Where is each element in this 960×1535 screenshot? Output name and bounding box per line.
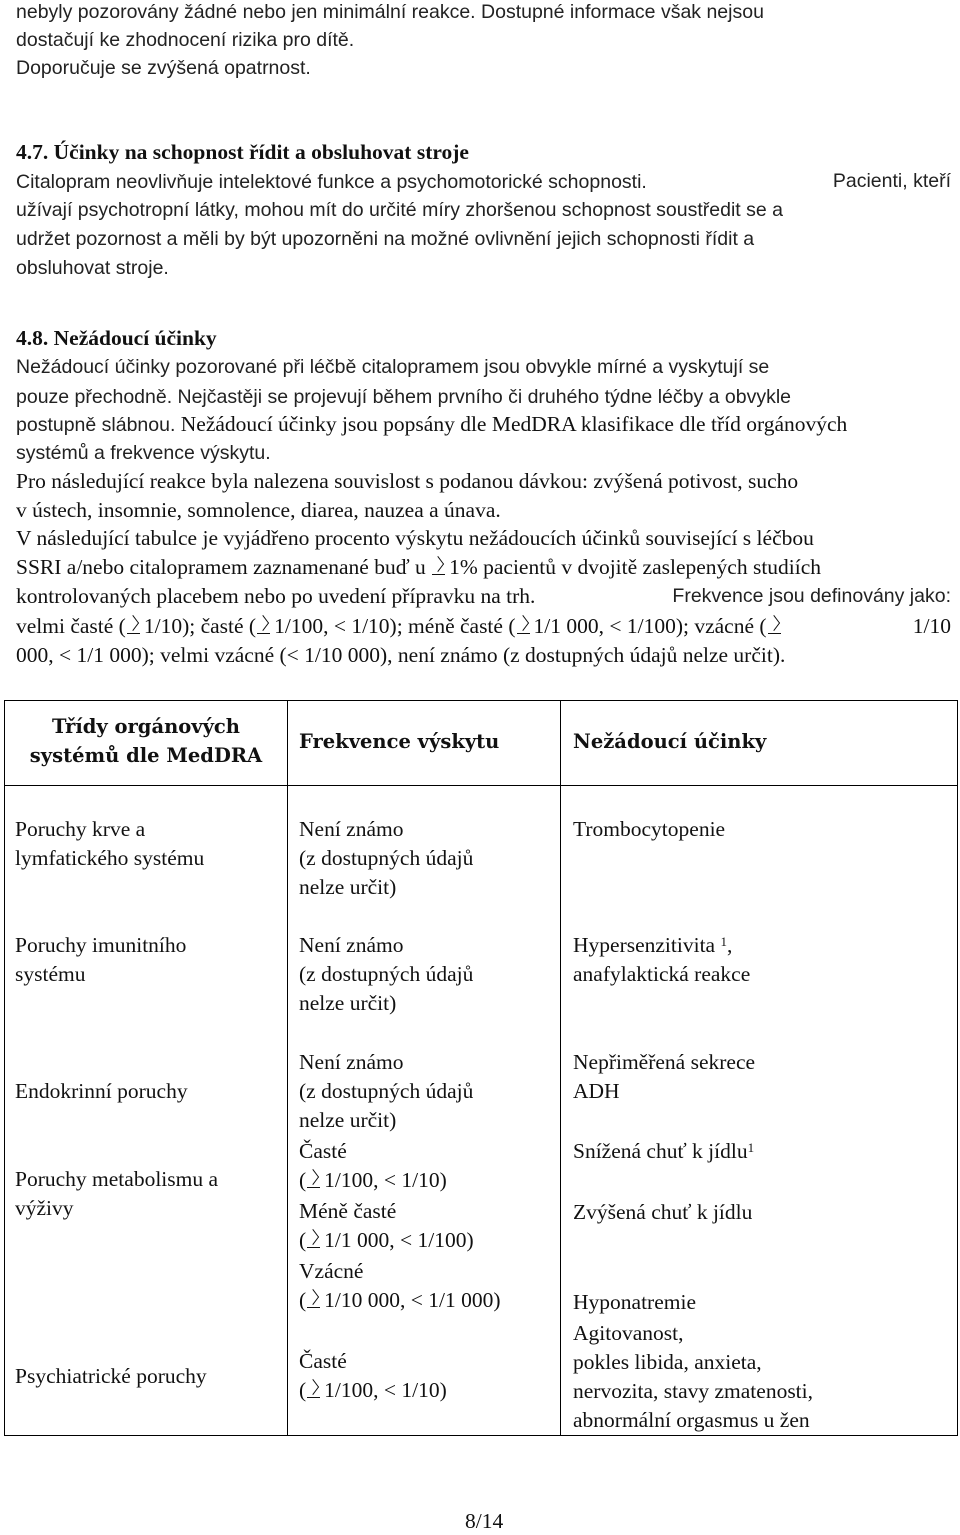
text-run: Citalopram neovlivňuje intelektové funkce a psychomotorické schopnosti.	[16, 171, 647, 193]
paragraph-line: Nežádoucí účinky pozorované při léčbě citalopramem jsou obvykle mírné a vyskytují se	[16, 356, 770, 378]
soc-line: Poruchy imunitního	[15, 933, 187, 957]
text-run: 1/10	[912, 614, 951, 638]
effect-cell	[573, 1048, 755, 1106]
paragraph-line: užívají psychotropní látky, mohou mít do určité míry zhoršenou schopnost soustředit se a	[16, 199, 784, 221]
paragraph-line: V následující tabulce je vyjádřeno procento výskytu nežádoucích účinků související s léčbou	[16, 526, 814, 550]
effect-line: Nepřiměřená sekrece	[573, 1050, 756, 1074]
text-run: 1/100, < 1/10); méně časté (	[274, 614, 516, 638]
paragraph-line	[16, 612, 951, 640]
greater-or-equal-icon	[431, 558, 447, 576]
paragraph-line	[16, 167, 951, 196]
effect-line: Agitovanost,	[573, 1321, 684, 1345]
soc-line: systému	[15, 962, 86, 986]
column-divider	[560, 701, 561, 1435]
header-line: systémů dle MedDRA	[29, 744, 263, 767]
table-row	[15, 815, 204, 873]
greater-or-equal-icon	[306, 1381, 322, 1399]
text-run: velmi časté (	[16, 614, 126, 638]
intro-line: Doporučuje se zvýšená opatrnost.	[16, 57, 311, 79]
frequency-line: Vzácné	[299, 1259, 364, 1283]
soc-line: Poruchy metabolismu a	[15, 1167, 219, 1191]
effect-cell	[573, 1319, 813, 1435]
effect-line	[573, 931, 750, 960]
table-row	[15, 1077, 188, 1106]
effect-line: ADH	[573, 1079, 620, 1103]
frequency-text: 1/1 000, < 1/100)	[324, 1228, 474, 1252]
effect-text: Snížená chuť k jídlu	[573, 1139, 748, 1163]
frequency-text: 1/100, < 1/10)	[324, 1168, 447, 1192]
text-run: kontrolovaných placebem nebo po uvedení přípravku na trh.	[16, 584, 536, 608]
frequency-line: (z dostupných údajů	[299, 962, 474, 986]
text-run: 1/10); časté (	[143, 614, 257, 638]
paragraph-line: 000, < 1/1 000); velmi vzácné (< 1/10 000), není známo (z dostupných údajů nelze určit).	[16, 643, 786, 667]
frequency-cell	[299, 1347, 447, 1405]
table-row	[15, 931, 186, 989]
table-row	[15, 1165, 218, 1223]
intro-line: nebyly pozorovány žádné nebo jen minimální reakce. Dostupné informace však nejsou	[16, 1, 764, 23]
greater-or-equal-icon	[306, 1171, 322, 1189]
soc-line: Poruchy krve a	[15, 817, 146, 841]
footnote-marker: 1	[720, 934, 727, 949]
frequency-line: (z dostupných údajů	[299, 1079, 474, 1103]
paragraph-line: systémů a frekvence výskytu.	[16, 442, 271, 464]
frequency-line: Není známo	[299, 933, 404, 957]
table-header-effects: Nežádoucí účinky	[573, 730, 767, 753]
section-heading-4-7: 4.7. Účinky na schopnost řídit a obsluhovat stroje	[16, 140, 469, 164]
soc-line: Psychiatrické poruchy	[15, 1364, 207, 1388]
frequency-line: Méně časté	[299, 1199, 397, 1223]
footnote-marker: 1	[747, 1140, 755, 1155]
table-header-frequency: Frekvence výskytu	[299, 730, 500, 753]
greater-or-equal-icon	[256, 617, 272, 635]
greater-or-equal-icon	[126, 617, 142, 635]
effect-line: Trombocytopenie	[573, 817, 726, 841]
frequency-line: ( 1/1 000, < 1/100)	[299, 1228, 474, 1252]
text-run: Pacienti, kteří	[832, 170, 951, 192]
effect-cell: Hyponatremie	[573, 1290, 696, 1314]
paragraph-line: Pro následující reakce byla nalezena souvislost s podanou dávkou: zvýšená potivost, sucho	[16, 469, 799, 493]
effect-line: abnormální orgasmus u žen	[573, 1408, 810, 1432]
section-heading-4-8: 4.8. Nežádoucí účinky	[16, 326, 217, 350]
frequency-line: nelze určit)	[299, 1108, 397, 1132]
frequency-text: 1/100, < 1/10)	[324, 1378, 447, 1402]
frequency-text: 1/10 000, < 1/1 000)	[324, 1288, 501, 1312]
effect-cell	[573, 815, 725, 844]
frequency-cell	[299, 1048, 473, 1135]
greater-or-equal-icon	[516, 617, 532, 635]
frequency-cell	[299, 931, 473, 1018]
paragraph-line	[16, 553, 821, 581]
frequency-line: ( 1/100, < 1/10)	[299, 1168, 447, 1192]
effect-line: anafylaktická reakce	[573, 962, 751, 986]
frequency-line: Není známo	[299, 817, 404, 841]
text-run: Nežádoucí účinky jsou popsány dle MedDRA klasifikace dle tříd orgánových	[180, 412, 848, 436]
effect-line: nervozita, stavy zmatenosti,	[573, 1379, 814, 1403]
effect-cell	[573, 931, 750, 989]
table-header-soc	[5, 712, 287, 770]
adverse-effects-table	[4, 700, 958, 1436]
text-run: 1% pacientů v dvojitě zaslepených studiích	[449, 555, 822, 579]
frequency-line: ( 1/100, < 1/10)	[299, 1378, 447, 1402]
effect-line: pokles libida, anxieta,	[573, 1350, 762, 1374]
frequency-line: ( 1/10 000, < 1/1 000)	[299, 1288, 501, 1312]
effect-text: Hypersenzitivita	[573, 933, 716, 957]
column-divider	[287, 701, 288, 1435]
frequency-line: Není známo	[299, 1050, 404, 1074]
text-run: Frekvence jsou definovány jako:	[672, 585, 951, 607]
text-run: postupně slábnou.	[16, 414, 176, 436]
page-number: 8/14	[465, 1509, 504, 1533]
greater-or-equal-icon	[767, 617, 783, 635]
paragraph-line: v ústech, insomnie, somnolence, diarea, nauzea a únava.	[16, 498, 501, 522]
effect-cell	[573, 1137, 754, 1166]
frequency-line: nelze určit)	[299, 875, 397, 899]
text-run: 1/1 000, < 1/100); vzácné (	[533, 614, 767, 638]
soc-line: Endokrinní poruchy	[15, 1079, 188, 1103]
effect-cell: Zvýšená chuť k jídlu	[573, 1200, 753, 1224]
frequency-cell	[299, 815, 473, 902]
frequency-line: (z dostupných údajů	[299, 846, 474, 870]
effect-text: ,	[726, 933, 733, 957]
row-divider	[5, 785, 957, 786]
text-run: SSRI a/nebo citalopramem zaznamenané buď u	[16, 555, 426, 579]
paragraph-line	[16, 382, 791, 411]
paragraph-line: obsluhovat stroje.	[16, 257, 169, 279]
frequency-cell	[299, 1137, 501, 1315]
paragraph-line	[16, 582, 951, 610]
paragraph-line: udržet pozornost a měli by být upozorněni na možné ovlivnění jejich schopnosti řídit a	[16, 228, 755, 250]
table-row	[15, 1362, 207, 1391]
text-run: pouze přechodně.	[16, 386, 173, 408]
header-line: Třídy orgánových	[52, 715, 240, 738]
text-run: Nejčastěji se projevují během prvního či druhého týdne léčby a obvykle	[177, 386, 792, 408]
frequency-line: nelze určit)	[299, 991, 397, 1015]
intro-line: dostačují ke zhodnocení rizika pro dítě.	[16, 29, 355, 51]
paragraph-line	[16, 410, 847, 439]
greater-or-equal-icon	[306, 1291, 322, 1309]
frequency-line: Časté	[299, 1139, 347, 1163]
soc-line: lymfatického systému	[15, 846, 205, 870]
soc-line: výživy	[15, 1196, 74, 1220]
frequency-line: Časté	[299, 1349, 347, 1373]
greater-or-equal-icon	[306, 1231, 322, 1249]
